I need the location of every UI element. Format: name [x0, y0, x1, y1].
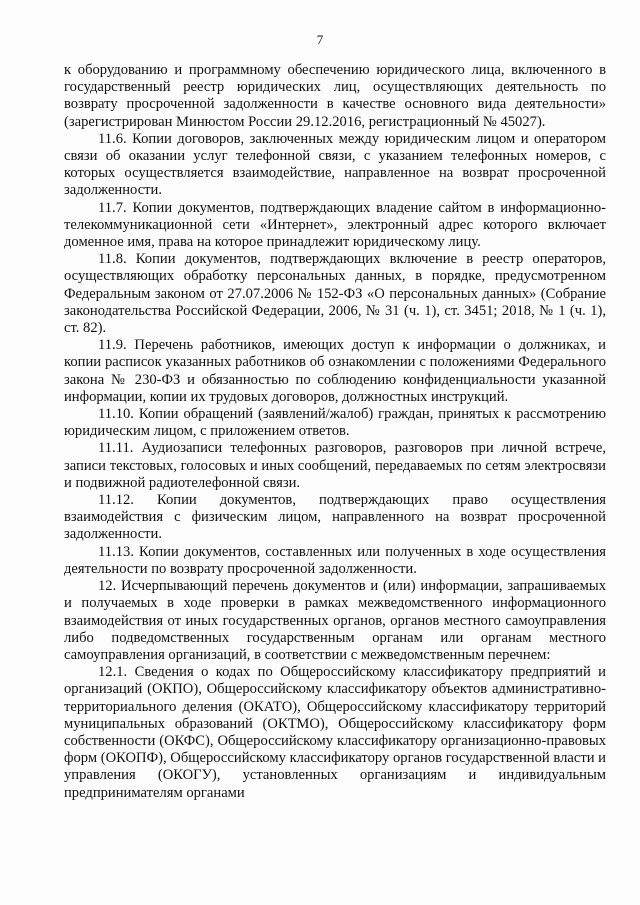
paragraph-12: 12. Исчерпывающий перечень документов и (или) информации, запрашиваемых и получаемых в ходе проверки в рамках межведомственного информационного взаимодействия от иных государственных органов, органов местного самоуправления либо подведомственных государственным органам или органам местного самоуправления организаций, в соответствии с межведомственным перечнем: [64, 578, 606, 663]
document-body [64, 62, 606, 802]
paragraph-11-7: 11.7. Копии документов, подтверждающих владение сайтом в информационно-телекоммуникационной сети «Интернет», электронный адрес которого включает доменное имя, права на которое принадлежит юридическому лицу. [64, 199, 606, 251]
page-number: 7 [316, 32, 324, 47]
paragraph-11-11: 11.11. Аудиозаписи телефонных разговоров, разговоров при личной встрече, записи текстовых, голосовых и иных сообщений, передаваемых по сетям электросвязи и подвижной радиотелефонной связи. [64, 440, 606, 491]
paragraph-11-9: 11.9. Перечень работников, имеющих доступ к информации о должниках, и копии расписок указанных работников об ознакомлении с положениями Федерального закона № 230-ФЗ и обязанностью по соблюдению конфиденциальности указанной информации, копии их трудовых договоров, должностных инструкций. [64, 337, 606, 405]
paragraph-continuation: к оборудованию и программному обеспечению юридического лица, включенного в государственный реестр юридических лиц, осуществляющих деятельность по возврату просроченной задолженности в качестве основного вида деятельности» (зарегистрирован Минюстом России 29.12.2016, регистрационный № 45027). [64, 62, 606, 130]
paragraph-11-6: 11.6. Копии договоров, заключенных между юридическим лицом и оператором связи об оказании услуг телефонной связи, с указанием телефонных номеров, с которых осуществляется взаимодействие, направленное на возврат просроченной задолженности. [64, 130, 606, 199]
paragraph-11-13: 11.13. Копии документов, составленных или полученных в ходе осуществления деятельности по возврату просроченной задолженности. [64, 543, 606, 577]
paragraph-11-8: 11.8. Копии документов, подтверждающих включение в реестр операторов, осуществляющих обработку персональных данных, в порядке, предусмотренном Федеральным законом от 27.07.2006 № 152-ФЗ «О персональных данных» (Собрание законодательства Российской Федерации, 2006, № 31 (ч. 1), ст. 3451; 2018, № 1 (ч. 1), ст. 82). [64, 251, 606, 337]
paragraph-11-12: 11.12. Копии документов, подтверждающих право осуществления взаимодействия с физическим лицом, направленного на возврат просроченной задолженности. [64, 492, 606, 543]
paragraph-11-10: 11.10. Копии обращений (заявлений/жалоб) граждан, принятых к рассмотрению юридическим лицом, с приложением ответов. [64, 406, 606, 440]
paragraph-12-1: 12.1. Сведения о кодах по Общероссийскому классификатору предприятий и организаций (ОКПО), Общероссийскому классификатору объектов административно-территориального деления (ОКАТО), Общероссийскому классификатору территорий муниципальных образований (ОКТМО), Общероссийскому классификатору форм собственности (ОКФС), Общероссийскому классификатору организационно-правовых форм (ОКОПФ), Общероссийскому классификатору органов государственной власти и управления (ОКОГУ), установленных организациям и индивидуальным предпринимателям органами [64, 664, 606, 801]
